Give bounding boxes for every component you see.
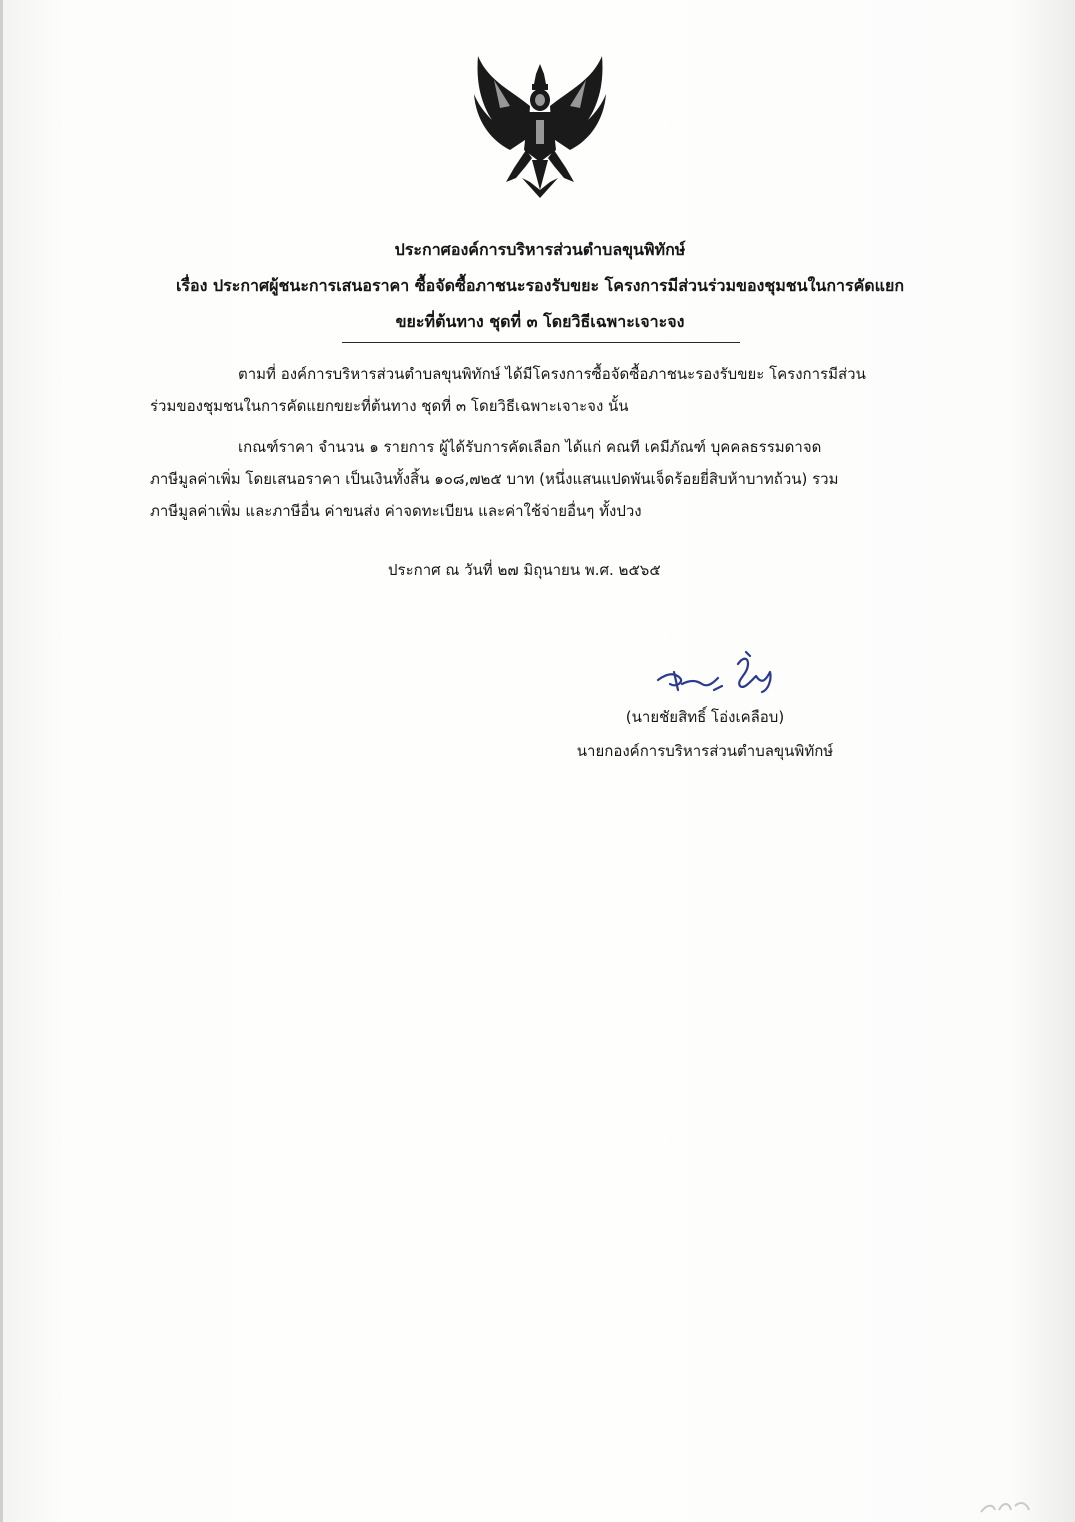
signer-position: นายกองค์การบริหารส่วนตำบลขุนพิทักษ์ [576, 742, 834, 760]
paragraph-intro [150, 358, 950, 422]
paragraph-line: ตามที่ องค์การบริหารส่วนตำบลขุนพิทักษ์ ได้มีโครงการซื้อจัดซื้อภาชนะรองรับขยะ โครงการมีส่วน [238, 365, 866, 383]
scan-corner-mark [975, 1496, 1035, 1516]
title-line-2: เรื่อง ประกาศผู้ชนะการเสนอราคา ซื้อจัดซื้อภาชนะรองรับขยะ โครงการมีส่วนร่วมของชุมชนในการคัดแยก [175, 276, 905, 295]
paragraph-line: ภาษีมูลค่าเพิ่ม โดยเสนอราคา เป็นเงินทั้งสิ้น ๑๐๘,๗๒๕ บาท (หนึ่งแสนแปดพันเจ็ดร้อยยี่สิบห้าบาทถ้วน) รวม [150, 470, 839, 488]
title-divider [342, 342, 740, 343]
paragraph-line: เกณฑ์ราคา จำนวน ๑ รายการ ผู้ได้รับการคัดเลือก ได้แก่ คณที เคมีภัณฑ์ บุคคลธรรมดาจด [238, 438, 822, 456]
scan-edge [0, 0, 3, 1522]
paragraph-line: ภาษีมูลค่าเพิ่ม และภาษีอื่น ค่าขนส่ง ค่าจดทะเบียน และค่าใช้จ่ายอื่นๆ ทั้งปวง [150, 502, 642, 520]
handwritten-signature-icon [652, 650, 782, 698]
signer-name: (นายชัยสิทธิ์ โอ่งเคลือบ) [625, 708, 785, 726]
title-line-3: ขยะที่ต้นทาง ชุดที่ ๓ โดยวิธีเฉพาะเจาะจง [395, 312, 685, 331]
title-line-1: ประกาศองค์การบริหารส่วนตำบลขุนพิทักษ์ [394, 240, 686, 259]
announcement-date: ประกาศ ณ วันที่ ๒๗ มิถุนายน พ.ศ. ๒๕๖๕ [388, 561, 661, 579]
signer-block [560, 700, 850, 768]
paragraph-award [150, 431, 950, 527]
garuda-emblem-icon [470, 50, 610, 200]
document-title [100, 232, 980, 340]
paragraph-line: ร่วมของชุมชนในการคัดแยกขยะที่ต้นทาง ชุดที่ ๓ โดยวิธีเฉพาะเจาะจง นั้น [150, 397, 629, 415]
